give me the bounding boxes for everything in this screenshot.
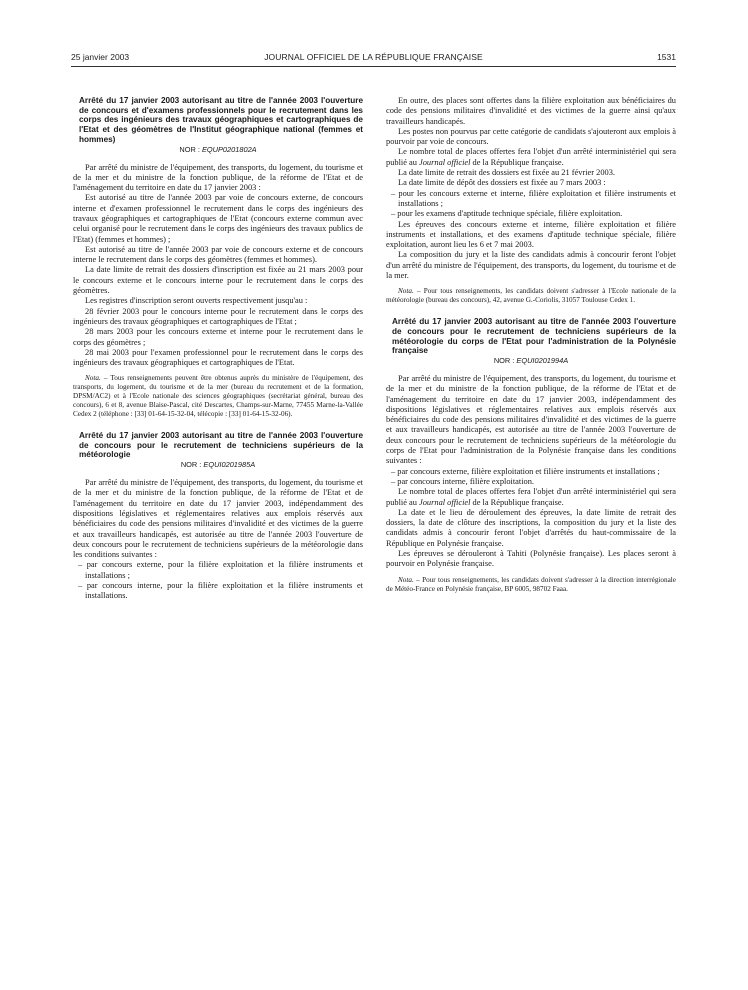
nor-label: NOR : <box>493 355 517 365</box>
nor-code: EQUI0201994A <box>516 355 569 365</box>
decree-polynesia-meteorology <box>386 317 676 593</box>
header-page-number: 1531 <box>657 52 676 62</box>
paragraph: La composition du jury et la liste des candidats admis à concourir feront l'objet d'un arrêté du ministre de l'équipement, des transports, du logement, du tourisme et de la mer. <box>386 250 676 281</box>
nota-label: Nota. <box>398 575 414 584</box>
paragraph: Est autorisé au titre de l'année 2003 par voie de concours externe, de concours interne et d'examen professionnel le recrutement dans le corps des ingénieurs des travaux géographiques et cartographiques de l'Etat (concours externe commun avec celui organisé pour le recrutement dans le corps des ingénieurs des travaux publics de l'Etat) (femmes et hommes) ; <box>73 193 363 244</box>
section-gap <box>386 305 676 317</box>
nor-label: NOR : <box>179 144 202 154</box>
nota-note <box>73 374 363 419</box>
nota-text: – Pour tous renseignements, les candidats doivent s'adresser à la direction interrégionale de Météo-France en Polynésie française, BP 6005, 98702 Faaa. <box>386 575 676 593</box>
nor-reference <box>386 356 676 366</box>
paragraph <box>386 487 676 508</box>
nota-note <box>386 287 676 305</box>
section-gap <box>73 419 363 431</box>
decree-meteorology-technicians-continued <box>386 96 676 305</box>
nor-reference <box>73 460 363 470</box>
text-run: de la République française. <box>470 157 564 167</box>
paragraph: Les registres d'inscription seront ouverts respectivement jusqu'au : <box>85 296 308 306</box>
paragraph: En outre, des places sont offertes dans la filière exploitation aux bénéficiaires du code des pensions militaires d'invalidité et des victimes de la guerre ainsi qu'aux travailleurs handicapés. <box>386 96 676 126</box>
paragraph: La date limite de dépôt des dossiers est fixée au 7 mars 2003 : <box>398 178 606 188</box>
left-column <box>73 96 363 602</box>
paragraph: Les postes non pourvus par cette catégorie de candidats s'ajouteront aux emplois à pourvoir par voie de concours. <box>386 126 676 147</box>
list-item: – pour les concours externe et interne, filière exploitation et filière instruments et installations ; <box>391 188 676 208</box>
nor-code: EQUP0201802A <box>201 144 257 154</box>
paragraph: Est autorisé au titre de l'année 2003 par voie de concours externe et de concours interne le recrutement dans le corps des géomètres (femmes et hommes). <box>73 244 363 265</box>
paragraph <box>386 147 676 168</box>
nor-reference <box>73 145 363 155</box>
paragraph: La date limite de retrait des dossiers est fixée au 21 février 2003. <box>398 168 615 178</box>
paragraph: Par arrêté du ministre de l'équipement, des transports, du logement, du tourisme et de la mer et du ministre de la fonction publique, de la réforme de l'Etat et de l'aménagement du territoire en date du 17 janvier 2003 : <box>73 162 363 193</box>
paragraph: Par arrêté du ministre de l'équipement, des transports, du logement, du tourisme et de la mer et du ministre de la fonction publique, de la réforme de l'Etat et de l'aménagement du territoire en date du 17 janvier 2003, indépendamment des dispositions législatives et réglementaires relatives aux emplois réservés aux bénéficiaires du code des pensions militaires d'invalidité et des victimes de la guerre et aux travailleurs handicapés, est autorisée au titre de l'année 2003 l'ouverture de deux concours pour le recrutement de techniciens supérieurs de la météorologie dans les conditions suivantes : <box>73 478 363 560</box>
nota-text: – Tous renseignements peuvent être obtenus auprès du ministère de l'équipement, des transports, du logement, du tourisme et de la mer (bureau du recrutement et de la formation, DPSM/AC2) et à l'Ecole nationale des sciences géographiques (secrétariat général, bureau des concours), 6 et 8, avenue Blaise-Pascal, cité Descartes, Champs-sur-Marne, 77455 Marne-la-Vallée Cedex 2 (téléphone : [33] 01-64-15-32-04, télécopie : [33] 01-64-15-32-06). <box>73 374 363 419</box>
list-item: – pour les examens d'aptitude technique spéciale, filière exploitation. <box>391 209 623 219</box>
paragraph: Les épreuves se dérouleront à Tahiti (Polynésie française). Les places seront à pourvoir en Polynésie française. <box>386 549 676 569</box>
decree-geographic-surveyors <box>73 96 363 419</box>
paragraph: 28 mars 2003 pour les concours externe et interne pour le recrutement dans le corps des géomètres ; <box>73 327 363 347</box>
text-run: de la République française. <box>470 497 564 507</box>
text-run: Le nombre total de places offertes fera l'objet d'un arrêté interministériel qui sera publié au <box>386 147 676 167</box>
decree-meteorology-technicians <box>73 431 363 602</box>
nota-label: Nota. <box>398 287 414 296</box>
paragraph: Les épreuves des concours externe et interne, filière exploitation et filière instruments et installations, et des examens d'aptitude technique spéciale, filière exploitation, auront lieu les 6 et 7 mai 2003. <box>386 219 676 250</box>
decree-title: Arrêté du 17 janvier 2003 autorisant au titre de l'année 2003 l'ouverture de concours pour le recrutement de techniciens supérieurs de la météorologie <box>79 430 363 460</box>
list-item: – par concours interne, filière exploitation. <box>391 476 535 486</box>
right-column <box>386 96 676 593</box>
paragraph: La date et le lieu de déroulement des épreuves, la date limite de retrait des dossiers, la date de clôture des inscriptions, la composition du jury et la liste des candidats admis à concourir feront l'objet d'arrêtés du haut-commissaire de la République en Polynésie française. <box>386 507 676 548</box>
decree-title: Arrêté du 17 janvier 2003 autorisant au titre de l'année 2003 l'ouverture de concours et d'examens professionnels pour le recrutement dans les corps des ingénieurs des travaux géographiques et cartographiques de l'Etat et des géomètres de l'Institut géographique national (femmes et hommes) <box>79 96 363 144</box>
nor-code: EQUI0201985A <box>203 460 256 470</box>
nota-label: Nota. <box>85 374 101 383</box>
header-date: 25 janvier 2003 <box>71 52 130 62</box>
journal-officiel-italic: Journal officiel <box>419 497 471 507</box>
text-run: Le nombre total de places offertes fera l'objet d'un arrêté interministériel qui sera publié au <box>386 487 676 507</box>
header-rule <box>71 66 676 67</box>
nor-label: NOR : <box>180 460 204 470</box>
journal-officiel-italic: Journal officiel <box>419 157 471 167</box>
list-item: – par concours externe, pour la filière exploitation et la filière instruments et installations ; <box>78 560 363 580</box>
list-item: – par concours interne, pour la filière exploitation et la filière instruments et installations. <box>78 581 363 601</box>
paragraph: 28 mai 2003 pour l'examen professionnel pour le recrutement dans le corps des ingénieurs des travaux géographiques et cartographiques de l'Etat. <box>73 347 363 368</box>
paragraph: Par arrêté du ministre de l'équipement, des transports, du logement, du tourisme et de la mer et du ministre de la fonction publique, de la réforme de l'Etat et de l'aménagement du territoire en date du 17 janvier 2003, indépendamment des dispositions législatives et réglementaires relatives aux emplois réservés aux bénéficiaires du code des pensions militaires d'invalidité et des victimes de la guerre et aux travailleurs handicapés, est autorisée au titre de l'année 2003 l'ouverture de deux concours pour le recrutement de techniciens supérieurs de la météorologie du corps de l'Etat pour l'administration de la Polynésie française dans les conditions suivantes : <box>386 373 676 466</box>
header-journal-title: JOURNAL OFFICIEL DE LA RÉPUBLIQUE FRANÇAISE <box>264 52 483 62</box>
decree-title: Arrêté du 17 janvier 2003 autorisant au titre de l'année 2003 l'ouverture de concours pour le recrutement de techniciens supérieurs de la météorologie du corps de l'Etat pour l'administration de la Polynésie française <box>392 317 676 356</box>
running-header <box>71 52 676 64</box>
paragraph: La date limite de retrait des dossiers d'inscription est fixée au 21 mars 2003 pour le concours externe et le concours interne pour le recrutement dans le corps des géomètres. <box>73 265 363 296</box>
nota-note <box>386 576 676 594</box>
paragraph: 28 février 2003 pour le concours interne pour le recrutement dans le corps des ingénieurs des travaux géographiques et cartographiques de l'Etat ; <box>73 306 363 326</box>
nota-text: – Pour tous renseignements, les candidats doivent s'adresser à l'Ecole nationale de la météorologie (bureau des concours), 42, avenue G.-Coriolis, 31057 Toulouse Cedex 1. <box>386 287 676 305</box>
list-item: – par concours externe, filière exploitation et filière instruments et installations ; <box>391 466 660 476</box>
